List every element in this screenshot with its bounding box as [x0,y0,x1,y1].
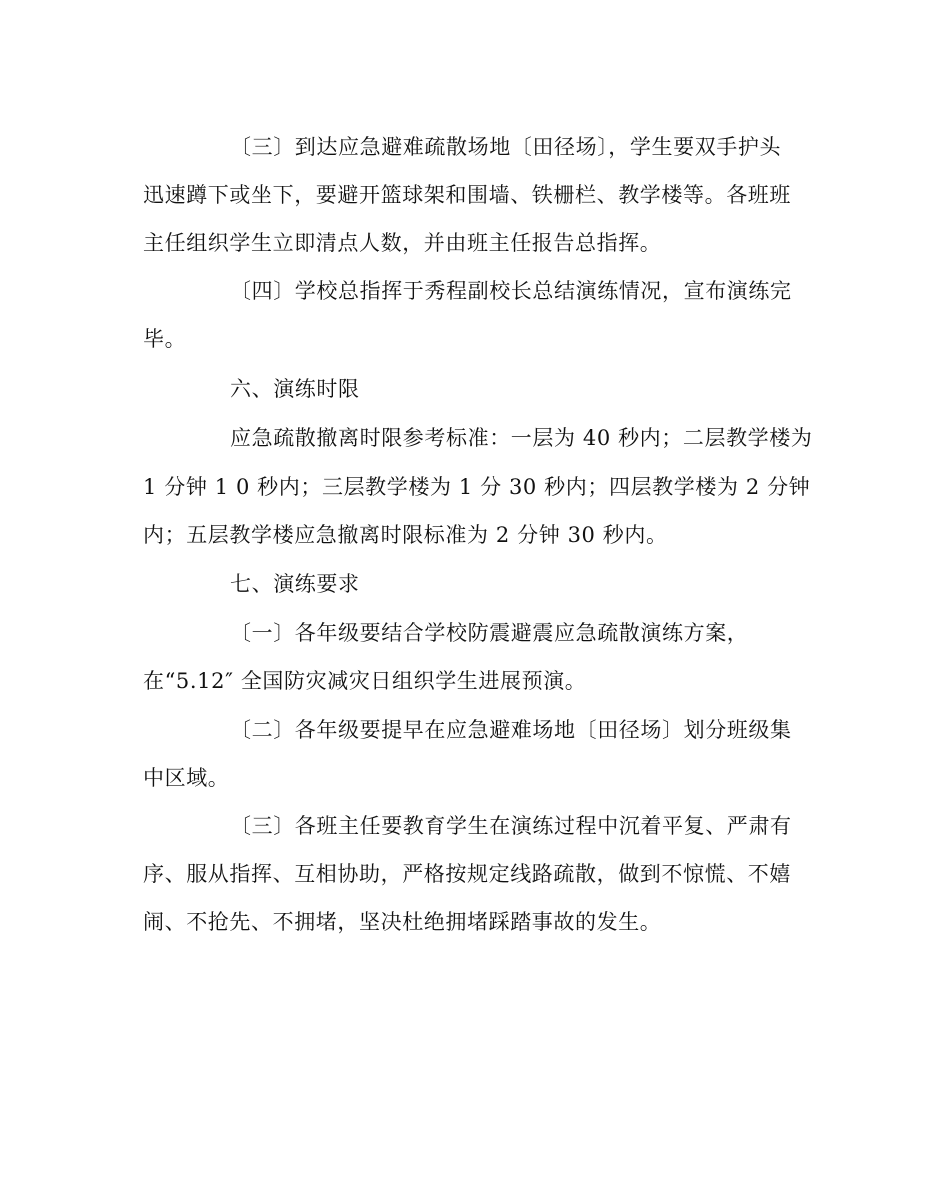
paragraph-line: 毕。 [143,327,187,351]
section-heading: 七、演练要求 [230,572,360,596]
paragraph-line: 〔三〕各班主任要教育学生在演练过程中沉着平复、严肃有 [230,814,792,838]
paragraph-line: 在“5.12″ 全国防灾减灾日组织学生进展预演。 [143,669,587,693]
section-heading: 六、演练时限 [230,377,360,401]
paragraph-line: 〔一〕各年级要结合学校防震避震应急疏散演练方案， [230,621,749,645]
paragraph-line: 序、服从指挥、互相协助，严格按规定线路疏散，做到不惊慌、不嬉 [143,862,791,886]
paragraph-line: 内；五层教学楼应急撤离时限标准为 2 分钟 30 秒内。 [143,523,668,547]
paragraph-line: 应急疏散撤离时限参考标准：一层为 40 秒内；二层教学楼为 [230,426,813,450]
paragraph-line: 〔二〕各年级要提早在应急避难场地〔田径场〕划分班级集 [230,718,792,742]
paragraph-line: 主任组织学生立即清点人数，并由班主任报告总指挥。 [143,231,662,255]
paragraph-line: 中区域。 [143,766,230,790]
paragraph-line: 〔四〕学校总指挥于秀程副校长总结演练情况，宣布演练完 [230,279,792,303]
paragraph-line: 〔三〕到达应急避难疏散场地〔田径场〕，学生要双手护头 [230,135,782,159]
paragraph-line: 迅速蹲下或坐下，要避开篮球架和围墙、铁栅栏、教学楼等。各班班 [143,183,791,207]
paragraph-line: 1 分钟 1 0 秒内；三层教学楼为 1 分 30 秒内；四层教学楼为 2 分钟 [143,475,811,499]
paragraph-line: 闹、不抢先、不拥堵，坚决杜绝拥堵踩踏事故的发生。 [143,910,662,934]
